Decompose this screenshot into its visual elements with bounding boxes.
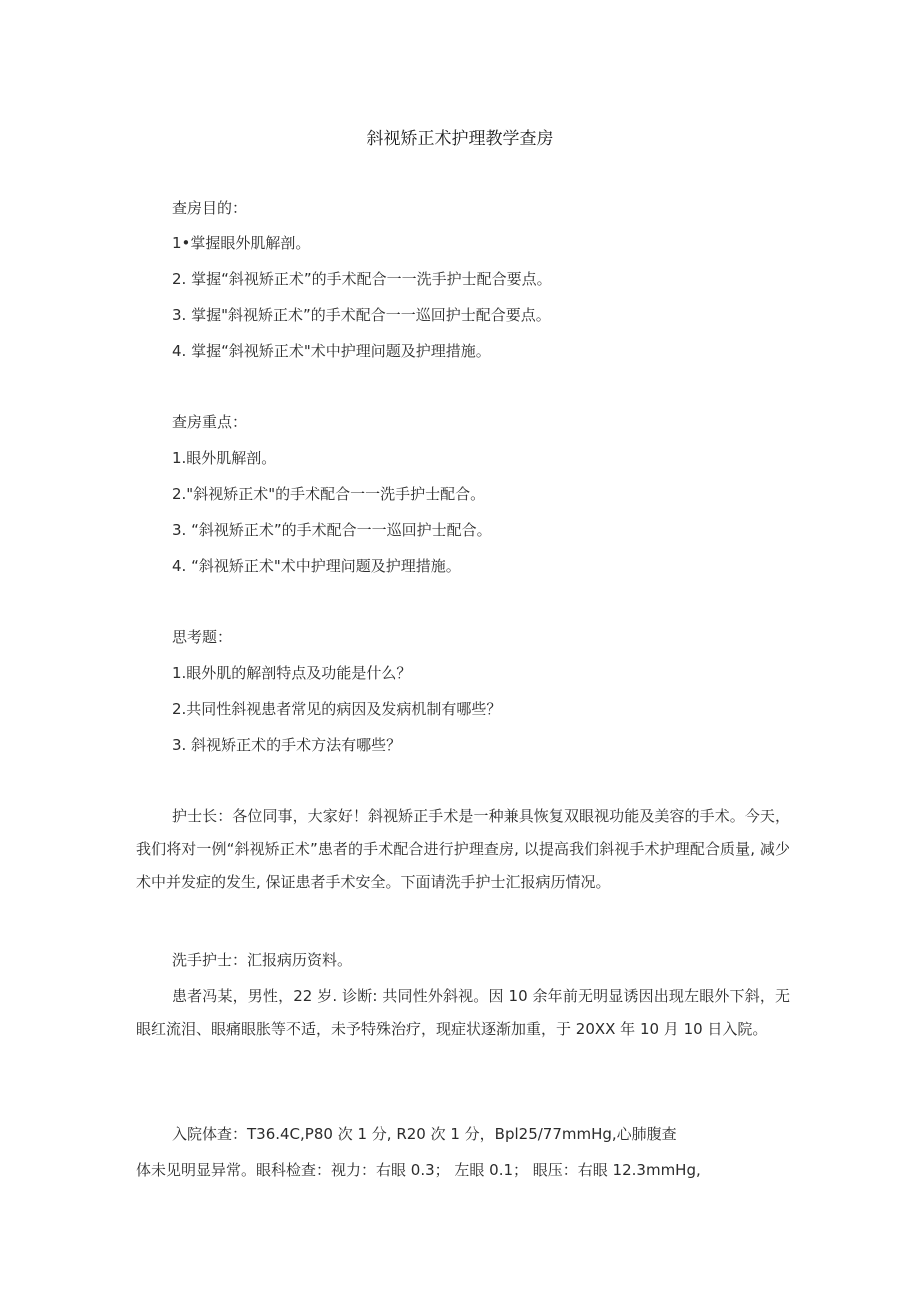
- key-point-item: 3. “斜视矫正术”的手术配合一一巡回护士配合。: [172, 521, 492, 539]
- paragraph-scrub-nurse: 洗手护士：汇报病历资料。: [172, 951, 353, 969]
- paragraph-admission-exam-line2: 体未见明显异常。眼科检查：视力：右眼 0.3； 左眼 0.1； 眼压：右眼 12.3mmHg,: [136, 1161, 701, 1179]
- document-title: 斜视矫正术护理教学查房: [366, 129, 554, 149]
- objectives-heading: 查房目的：: [172, 199, 248, 217]
- key-point-item: 2."斜视矫正术"的手术配合一一洗手护士配合。: [172, 485, 486, 503]
- objective-item: 3. 掌握"斜视矫正术”的手术配合一一巡回护士配合要点。: [172, 306, 551, 324]
- question-item: 1.眼外肌的解剖特点及功能是什么？: [172, 664, 412, 682]
- key-point-item: 4. “斜视矫正术"术中护理问题及护理措施。: [172, 557, 461, 575]
- key-points-heading: 查房重点：: [172, 413, 248, 431]
- paragraph-admission-exam-line1: 入院体查：T36.4C,P80 次 1 分, R20 次 1 分，Bpl25/77mmHg,心肺腹查: [172, 1125, 677, 1143]
- objective-item: 2. 掌握“斜视矫正术”的手术配合一一洗手护士配合要点。: [172, 270, 552, 288]
- question-item: 3. 斜视矫正术的手术方法有哪些？: [172, 736, 402, 754]
- objective-item: 1•掌握眼外肌解剖。: [172, 234, 311, 252]
- question-item: 2.共同性斜视患者常见的病因及发病机制有哪些？: [172, 700, 502, 718]
- objective-item: 4. 掌握“斜视矫正术"术中护理问题及护理措施。: [172, 342, 491, 360]
- questions-heading: 思考题：: [172, 628, 233, 646]
- paragraph-head-nurse: 护士长：各位同事，大家好！斜视矫正手术是一种兼具恢复双眼视功能及美容的手术。今天，我们将对一例“斜视矫正术”患者的手术配合进行护理查房, 以提高我们斜视手术护理配合质量, 减少术中并发症的发生, 保证患者手术安全。下面请洗手护士汇报病历情况。: [136, 807, 790, 891]
- key-point-item: 1.眼外肌解剖。: [172, 449, 277, 467]
- paragraph-patient-history: 患者冯某，男性，22 岁. 诊断: 共同性外斜视。因 10 余年前无明显诱因出现左眼外下斜，无眼红流泪、眼痛眼胀等不适，未予特殊治疗，现症状逐渐加重，于 20XX 年 10 月 10 日入院。: [136, 987, 790, 1038]
